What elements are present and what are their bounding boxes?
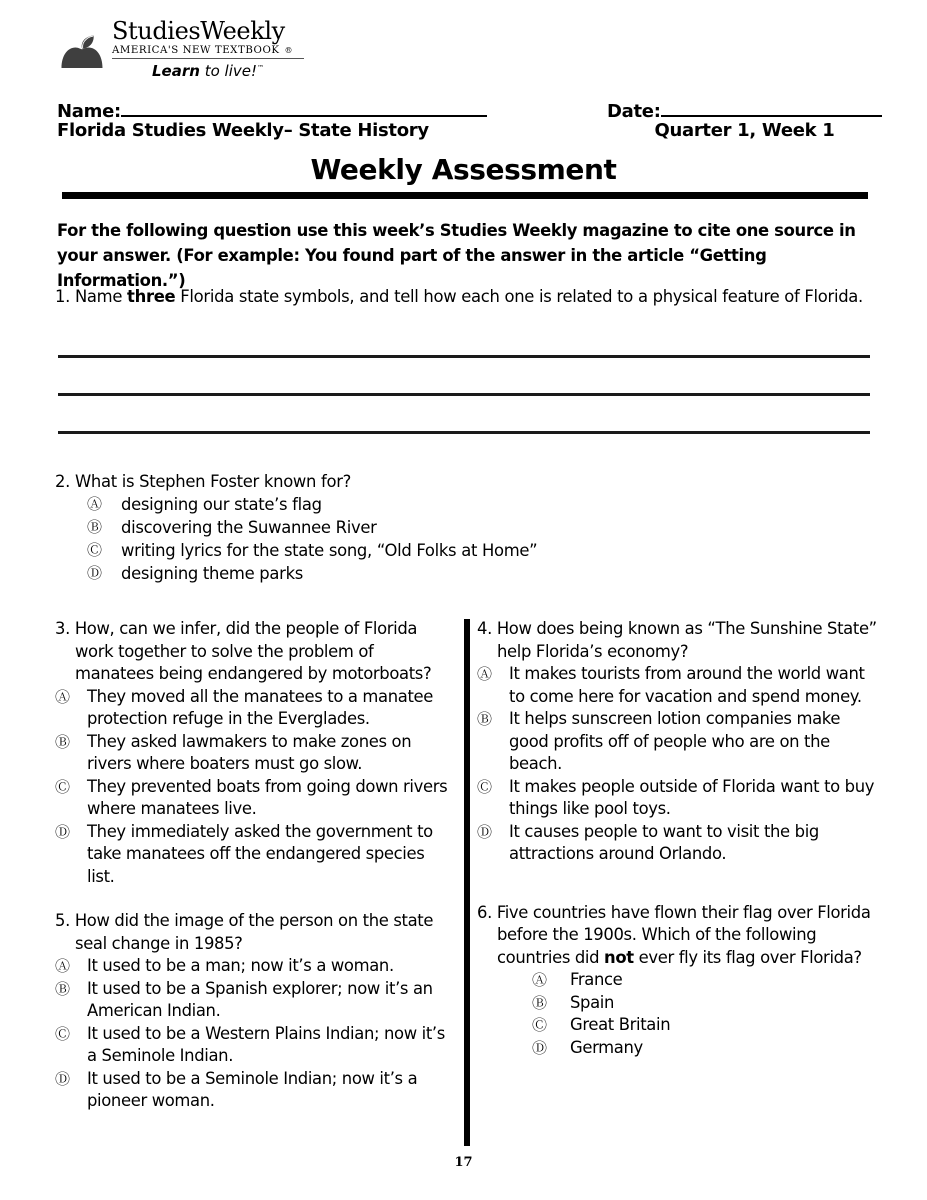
- date-label: Date:: [607, 101, 661, 122]
- question-5-stem-text: How did the image of the person on the state seal change in 1985?: [74, 911, 434, 953]
- question-1-stem-post: Florida state symbols, and tell how each one is related to a physical feature of Florida.: [175, 287, 863, 306]
- option-letter-c-icon: Ⓒ: [55, 777, 70, 796]
- option-letter-a-icon: Ⓐ: [532, 971, 547, 989]
- option-letter-d-icon: Ⓓ: [477, 822, 492, 841]
- logo-slogan-rest: to live!: [199, 62, 257, 80]
- option-text: It makes tourists from around the world want to come here for vacation and spend money.: [509, 664, 865, 706]
- logo-tagline-row: [112, 45, 362, 56]
- option-text: They prevented boats from going down rivers where manatees live.: [87, 776, 448, 818]
- question-3-option-d[interactable]: [55, 821, 455, 889]
- question-6-stem-post: ever fly its flag over Florida?: [633, 947, 862, 967]
- question-2-number: 2.: [55, 472, 71, 491]
- option-text: They moved all the manatees to a manatee protection refuge in the Everglades.: [87, 686, 434, 728]
- option-text: It used to be a Spanish explorer; now it’s an American Indian.: [87, 978, 433, 1020]
- option-text: It used to be a Western Plains Indian; now it’s a Seminole Indian.: [87, 1023, 445, 1065]
- question-1-answer-lines: [58, 355, 870, 469]
- option-letter-d-icon: Ⓓ: [87, 564, 102, 582]
- option-letter-c-icon: Ⓒ: [55, 1024, 70, 1043]
- question-4-option-c[interactable]: [477, 776, 877, 821]
- option-letter-b-icon: Ⓑ: [87, 518, 102, 536]
- question-4-option-a[interactable]: [477, 663, 877, 708]
- question-6: [477, 902, 877, 1060]
- question-1-stem-bold: three: [127, 287, 176, 306]
- option-text: It used to be a man; now it’s a woman.: [87, 956, 394, 975]
- question-1-number: 1.: [55, 287, 71, 306]
- question-1-stem: [55, 285, 870, 308]
- option-text: discovering the Suwannee River: [121, 518, 377, 537]
- option-text: designing theme parks: [121, 564, 304, 583]
- option-letter-a-icon: Ⓐ: [87, 495, 102, 513]
- question-4: [477, 618, 877, 866]
- question-1-stem-pre: Name: [74, 287, 128, 306]
- logo-slogan-bold: Learn: [152, 62, 200, 80]
- question-3-option-a[interactable]: [55, 686, 455, 731]
- question-2-option-b[interactable]: [55, 516, 695, 539]
- option-letter-a-icon: Ⓐ: [55, 957, 70, 975]
- option-text: They immediately asked the government to take manatees off the endangered species list.: [87, 821, 433, 886]
- question-6-option-a[interactable]: [477, 969, 877, 992]
- option-text: designing our state’s flag: [121, 495, 322, 514]
- question-5-option-a[interactable]: [55, 955, 455, 978]
- question-4-stem: [477, 618, 877, 663]
- question-2: [55, 470, 695, 585]
- option-letter-b-icon: Ⓑ: [477, 710, 492, 728]
- question-2-option-a[interactable]: [55, 493, 695, 516]
- question-2-option-d[interactable]: [55, 562, 695, 585]
- question-4-option-b[interactable]: [477, 708, 877, 776]
- question-6-stem-pre: Five countries have flown their flag over Florida before the 1900s. Which of the following countries did: [496, 902, 871, 967]
- question-3-option-b[interactable]: [55, 731, 455, 776]
- question-6-option-b[interactable]: [477, 992, 877, 1015]
- page-number: 17: [454, 1155, 473, 1170]
- title-rule: [62, 192, 868, 199]
- question-5-option-d[interactable]: [55, 1068, 455, 1113]
- option-text: Spain: [570, 992, 615, 1012]
- question-6-option-d[interactable]: [477, 1037, 877, 1060]
- studies-weekly-logo: [60, 18, 360, 78]
- option-letter-c-icon: Ⓒ: [87, 541, 102, 559]
- date-input-line[interactable]: [661, 96, 882, 117]
- logo-tagline: AMERICA'S NEW TEXTBOOK: [112, 45, 280, 56]
- option-text: Germany: [570, 1037, 643, 1057]
- option-text: Great Britain: [570, 1015, 671, 1034]
- option-letter-b-icon: Ⓑ: [55, 732, 70, 751]
- question-3-stem-text: How, can we infer, did the people of Florida work together to solve the problem of manatees being endangered by motorboats?: [74, 619, 432, 683]
- question-3: [55, 618, 455, 888]
- question-3-option-c[interactable]: [55, 776, 455, 821]
- question-6-stem: [477, 902, 877, 970]
- option-letter-a-icon: Ⓐ: [477, 665, 492, 683]
- option-text: writing lyrics for the state song, “Old Folks at Home”: [121, 541, 538, 560]
- option-letter-c-icon: Ⓒ: [532, 1016, 547, 1034]
- question-5-option-b[interactable]: [55, 978, 455, 1023]
- option-letter-c-icon: Ⓒ: [477, 777, 492, 796]
- question-4-stem-text: How does being known as “The Sunshine State” help Florida’s economy?: [496, 619, 877, 661]
- name-label: Name:: [57, 101, 121, 122]
- option-text: They asked lawmakers to make zones on rivers where boaters must go slow.: [87, 731, 412, 773]
- page-title: Weekly Assessment: [310, 153, 617, 186]
- question-4-number: 4.: [477, 619, 492, 638]
- option-text: It helps sunscreen lotion companies make good profits off of people who are on the beach.: [509, 709, 841, 773]
- question-2-stem: [55, 470, 695, 493]
- question-2-option-c[interactable]: [55, 539, 695, 562]
- question-6-number: 6.: [477, 902, 492, 922]
- option-letter-d-icon: Ⓓ: [55, 822, 70, 841]
- name-input-line[interactable]: [121, 96, 487, 117]
- option-text: It makes people outside of Florida want to buy things like pool toys.: [509, 776, 875, 818]
- course-title: Florida Studies Weekly– State History: [57, 120, 429, 141]
- answer-line[interactable]: [58, 355, 870, 358]
- question-6-option-c[interactable]: [477, 1014, 877, 1037]
- logo-slogan: [112, 62, 304, 80]
- apple-icon: [60, 34, 104, 68]
- option-letter-a-icon: Ⓐ: [55, 687, 70, 706]
- right-column: [477, 618, 877, 1059]
- question-5-number: 5.: [55, 911, 70, 930]
- question-4-option-d[interactable]: [477, 821, 877, 866]
- option-letter-d-icon: Ⓓ: [55, 1069, 70, 1088]
- left-column: [55, 618, 455, 1113]
- question-2-stem-text: What is Stephen Foster known for?: [74, 472, 352, 491]
- quarter-week-label: Quarter 1, Week 1: [654, 120, 835, 141]
- question-6-stem-bold: not: [604, 947, 634, 967]
- date-row: [607, 96, 882, 122]
- question-5: [55, 910, 455, 1113]
- question-3-number: 3.: [55, 619, 70, 638]
- column-divider: [464, 619, 470, 1146]
- option-text: It used to be a Seminole Indian; now it’s a pioneer woman.: [87, 1068, 418, 1110]
- question-spacer: [55, 888, 455, 910]
- instructions-text: For the following question use this week’s Studies Weekly magazine to cite one source in your answer. (For example: You found part of the answer in the article “Getting Information.”): [57, 221, 856, 290]
- question-5-stem: [55, 910, 455, 955]
- name-row: [57, 96, 487, 122]
- option-letter-d-icon: Ⓓ: [532, 1038, 547, 1057]
- question-1: [55, 285, 870, 308]
- option-text: France: [570, 970, 623, 989]
- answer-line[interactable]: [58, 393, 870, 396]
- answer-line[interactable]: [58, 431, 870, 434]
- question-spacer: [477, 866, 877, 902]
- logo-divider: [112, 58, 304, 59]
- question-3-stem: [55, 618, 455, 686]
- question-5-option-c[interactable]: [55, 1023, 455, 1068]
- option-text: It causes people to want to visit the big attractions around Orlando.: [509, 821, 819, 863]
- registered-mark-icon: ®: [284, 46, 293, 55]
- trademark-icon: ™: [257, 64, 264, 72]
- option-letter-b-icon: Ⓑ: [532, 993, 547, 1012]
- option-letter-b-icon: Ⓑ: [55, 979, 70, 998]
- logo-wordmark: [112, 18, 362, 80]
- logo-name: StudiesWeekly: [112, 17, 285, 45]
